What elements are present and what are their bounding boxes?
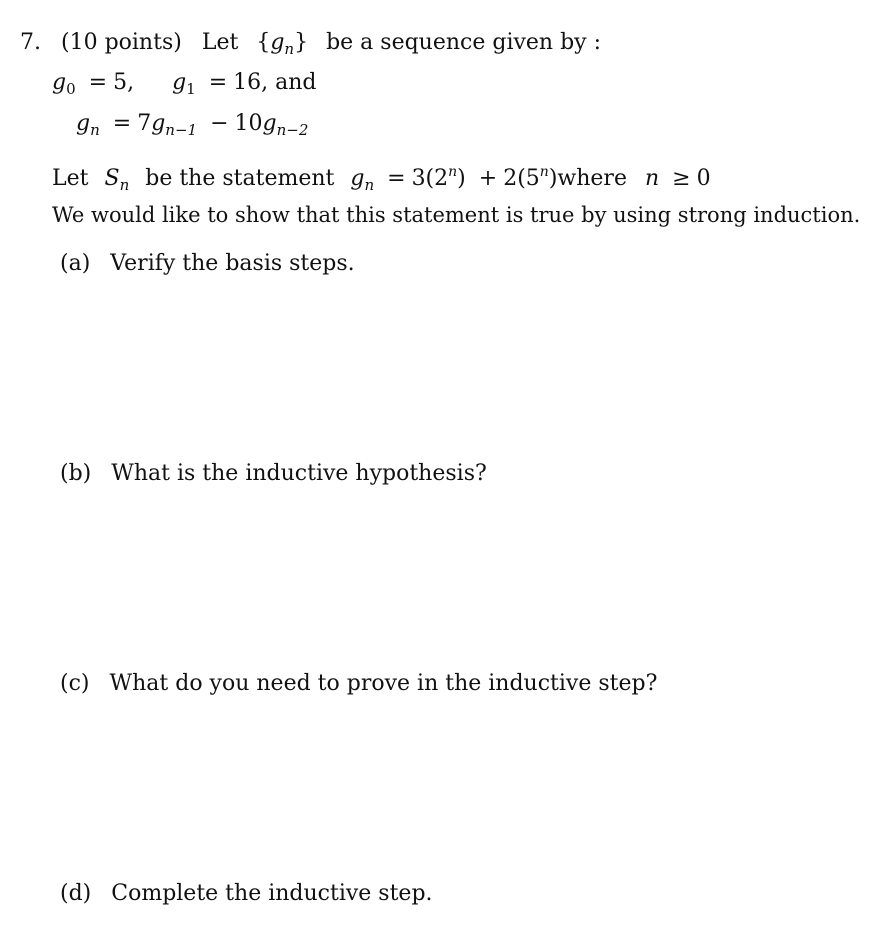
part-a-label: (a) (60, 251, 91, 276)
part-a (60, 253, 355, 275)
recurrence (76, 111, 309, 139)
statement-s-symbol: S (104, 166, 120, 191)
seq-index: n (284, 40, 295, 58)
statement-term2-post: ) (548, 166, 558, 191)
brace-open: { (256, 30, 271, 55)
part-c (60, 673, 657, 695)
problem-number: 7. (20, 30, 41, 55)
rec-coef2: 10 (234, 111, 263, 136)
g0-index: 0 (66, 80, 76, 98)
rec-lhs-symbol: g (76, 111, 91, 136)
part-d-text: Complete the inductive step. (111, 881, 433, 906)
rec-minus: − (210, 111, 229, 136)
statement-g-symbol: g (350, 166, 365, 191)
brace-close: } (294, 30, 309, 55)
g1-equals: = (208, 70, 228, 95)
rec-equals: = (112, 111, 132, 136)
problem-points: (10 points) (61, 30, 182, 55)
statement-geq: ≥ (672, 166, 691, 191)
statement-n-var: n (644, 166, 660, 191)
g1-index: 1 (186, 80, 196, 98)
statement-s-index: n (119, 176, 130, 194)
g1-value: 16, and (233, 70, 317, 95)
part-d (60, 883, 433, 905)
statement-term2-pre: 2(5 (503, 166, 540, 191)
statement-equals: = (387, 166, 406, 191)
rec-term1-index: n−1 (165, 121, 198, 139)
intro-let: Let (201, 30, 239, 55)
statement-term1-post: ) (457, 166, 466, 191)
part-a-text: Verify the basis steps. (110, 251, 355, 276)
part-b-label: (b) (60, 461, 92, 486)
statement-mid-text: be the statement (145, 166, 335, 191)
statement-plus: + (478, 166, 498, 191)
g0-equals: = (88, 70, 108, 95)
rec-coef1: 7 (137, 111, 152, 136)
g1-symbol: g (172, 70, 187, 95)
statement-term1-pre: 3(2 (411, 166, 449, 191)
initial-conditions (52, 70, 317, 98)
rec-term2-symbol: g (262, 111, 277, 136)
part-b (60, 463, 487, 485)
intro-rest: be a sequence given by : (326, 30, 602, 55)
problem-header (20, 30, 602, 58)
statement-zero: 0 (696, 166, 711, 191)
rec-term1-symbol: g (151, 111, 166, 136)
rec-lhs-index: n (90, 121, 100, 139)
goal-text: We would like to show that this statement is true by using strong induction. (52, 203, 861, 227)
part-c-text: What do you need to prove in the inductive step? (109, 671, 658, 696)
statement-let: Let (52, 166, 89, 191)
g0-value: 5, (113, 70, 135, 95)
statement (52, 164, 711, 194)
g0-symbol: g (52, 70, 67, 95)
part-c-label: (c) (60, 671, 90, 696)
rec-term2-index: n−2 (276, 121, 309, 139)
part-d-label: (d) (60, 881, 92, 906)
part-b-text: What is the inductive hypothesis? (111, 461, 487, 486)
statement-where: where (557, 166, 627, 191)
statement-term1-exp: n (448, 164, 458, 180)
seq-symbol: g (270, 30, 285, 55)
statement-term2-exp: n (539, 164, 549, 180)
statement-g-index: n (364, 176, 375, 194)
